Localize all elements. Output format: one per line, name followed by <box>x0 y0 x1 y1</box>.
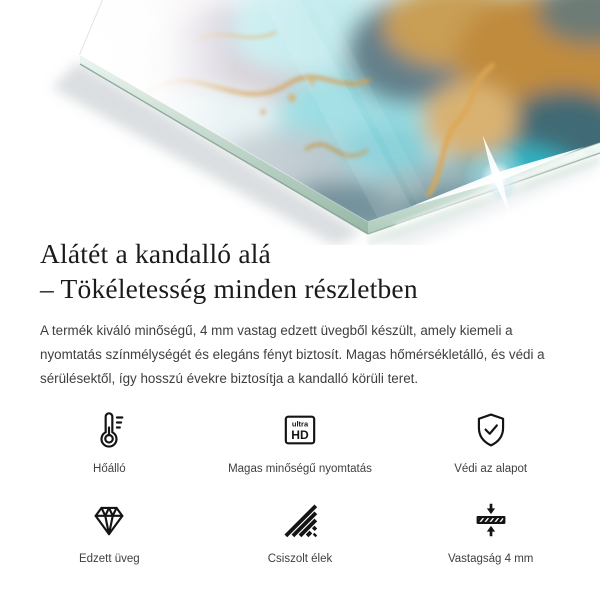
thermometer-icon <box>89 410 129 450</box>
feature-label: Vastagság 4 mm <box>447 553 534 565</box>
shield-check-icon <box>471 410 511 450</box>
feature-icon-box <box>89 407 129 453</box>
thickness-icon <box>471 500 511 540</box>
feature-item-print-quality <box>205 407 396 475</box>
description-block <box>0 236 600 391</box>
feature-icon-box <box>89 497 129 543</box>
feature-icon-box <box>280 497 320 543</box>
feature-label: Hőálló <box>93 463 126 475</box>
feature-item-protects-base <box>395 407 586 475</box>
ultra-hd-badge-bottom-text: HD <box>291 428 309 443</box>
feature-item-polished-edges <box>205 497 396 565</box>
feature-icon-box <box>280 407 320 453</box>
features-grid <box>14 407 586 565</box>
diamond-icon <box>89 500 129 540</box>
ultra-hd-badge-top-text: ultra <box>291 419 309 429</box>
feature-label: Magas minőségű nyomtatás <box>228 463 372 475</box>
glass-panel-render <box>0 0 600 245</box>
feature-icon-box <box>471 497 511 543</box>
feature-label: Csiszolt élek <box>267 553 333 565</box>
title-line-2: – Tökéletesség minden részletben <box>40 273 418 304</box>
polished-edges-icon <box>280 500 320 540</box>
feature-label: Védi az alapot <box>454 463 528 475</box>
feature-label: Edzett üveg <box>78 553 140 565</box>
ultra-hd-icon <box>280 410 320 450</box>
product-image <box>0 0 600 228</box>
title-line-1: Alátét a kandalló alá <box>40 238 271 269</box>
product-description: A termék kiváló minőségű, 4 mm vastag edzett üvegből készült, amely kiemeli a nyomtatás színmélységét és elegáns fényt biztosít. Magas hőmérsékletálló, és védi a sérülésektől, így hosszú évekre biztosítja a kandalló körüli teret. <box>40 323 545 386</box>
feature-icon-box <box>471 407 511 453</box>
feature-item-heat-resistant <box>14 407 205 475</box>
feature-item-tempered-glass <box>14 497 205 565</box>
feature-item-thickness <box>395 497 586 565</box>
page-title <box>40 236 560 306</box>
